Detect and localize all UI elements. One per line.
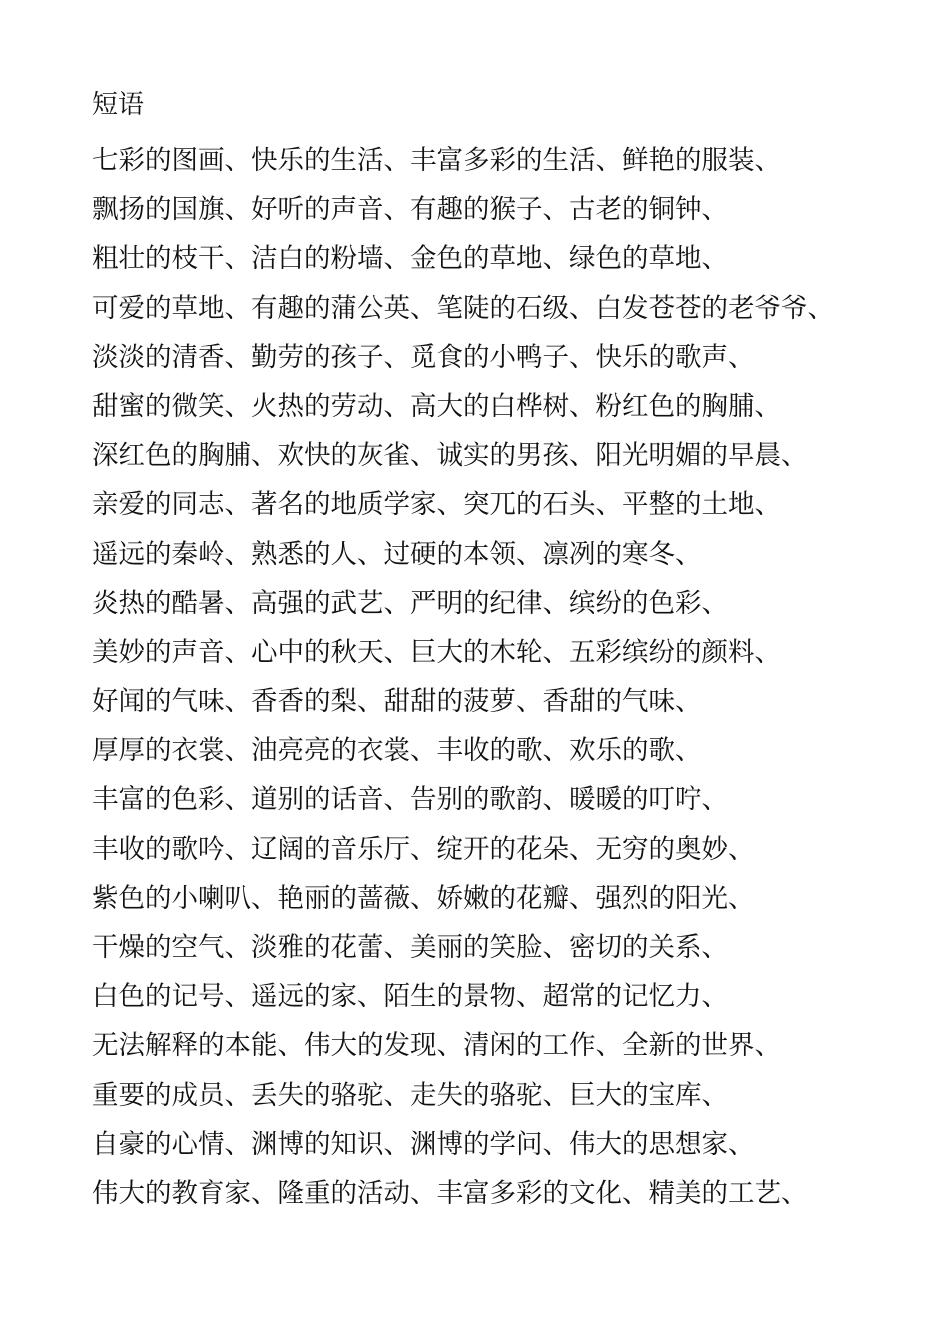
phrase-line: 粗壮的枝干、洁白的粉墙、金色的草地、绿色的草地、 (92, 243, 728, 275)
phrase-line: 厚厚的衣裳、油亮亮的衣裳、丰收的歌、欢乐的歌、 (92, 735, 702, 767)
phrase-line: 伟大的教育家、隆重的活动、丰富多彩的文化、精美的工艺、 (92, 1177, 808, 1209)
phrase-line: 飘扬的国旗、好听的声音、有趣的猴子、古老的铜钟、 (92, 194, 728, 226)
phrase-line: 自豪的心情、渊博的知识、渊博的学问、伟大的思想家、 (92, 1128, 755, 1160)
phrase-line: 丰收的歌吟、辽阔的音乐厅、绽开的花朵、无穷的奥妙、 (92, 833, 755, 865)
phrase-line: 七彩的图画、快乐的生活、丰富多彩的生活、鲜艳的服装、 (92, 145, 781, 176)
phrase-line: 可爱的草地、有趣的蒲公英、笔陡的石级、白发苍苍的老爷爷、 (92, 292, 834, 324)
phrase-line: 遥远的秦岭、熟悉的人、过硬的本领、凛冽的寒冬、 (92, 538, 702, 570)
phrase-line: 干燥的空气、淡雅的花蕾、美丽的笑脸、密切的关系、 (92, 932, 728, 963)
document-heading: 短语 (92, 90, 145, 120)
phrase-line: 紫色的小喇叭、艳丽的蔷薇、娇嫩的花瓣、强烈的阳光、 (92, 882, 755, 914)
phrase-line: 美妙的声音、心中的秋天、巨大的木轮、五彩缤纷的颜料、 (92, 636, 781, 668)
phrase-line: 无法解释的本能、伟大的发现、清闲的工作、全新的世界、 (92, 1030, 781, 1062)
phrase-line: 好闻的气味、香香的梨、甜甜的菠萝、香甜的气味、 (92, 686, 702, 718)
phrase-line: 丰富的色彩、道别的话音、告别的歌韵、暖暖的叮咛、 (92, 784, 728, 816)
phrase-line: 白色的记号、遥远的家、陌生的景物、超常的记忆力、 (92, 981, 728, 1013)
phrase-list (92, 136, 942, 1218)
phrase-line: 重要的成员、丢失的骆驼、走失的骆驼、巨大的宝库、 (92, 1079, 728, 1111)
phrase-line: 炎热的酷暑、高强的武艺、严明的纪律、缤纷的色彩、 (92, 587, 728, 619)
phrase-line: 淡淡的清香、勤劳的孩子、觅食的小鸭子、快乐的歌声、 (92, 341, 755, 373)
phrase-line: 甜蜜的微笑、火热的劳动、高大的白桦树、粉红色的胸脯、 (92, 390, 781, 422)
phrase-line: 深红色的胸脯、欢快的灰雀、诚实的男孩、阳光明媚的早晨、 (92, 440, 808, 472)
phrase-line: 亲爱的同志、著名的地质学家、突兀的石头、平整的土地、 (92, 489, 781, 521)
